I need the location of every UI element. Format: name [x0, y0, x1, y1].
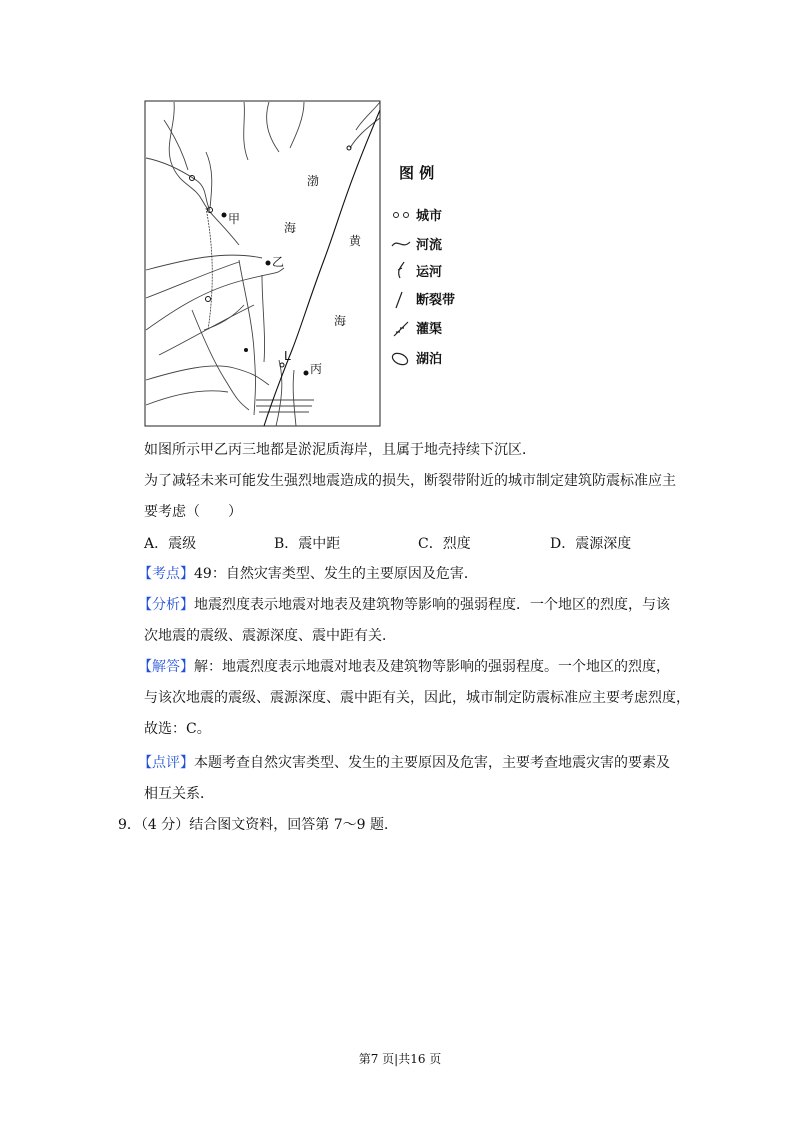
legend-label-lake: 湖泊 — [416, 352, 443, 367]
page-footer: 第7 页|共16 页 — [358, 1052, 442, 1066]
option-a[interactable]: A．震级 — [144, 536, 197, 552]
legend-river-icon — [392, 242, 410, 246]
dianping-section — [138, 753, 670, 773]
city-dot — [206, 297, 211, 302]
jieda-line-2: 与该次地震的震级、震源深度、震中距有关，因此，城市制定防震标准应主要考虑烈度， — [144, 690, 690, 706]
city-yi-dot — [266, 261, 271, 266]
fenxi-tag: 【分析】 — [138, 597, 194, 613]
label-L: L — [284, 349, 291, 363]
dianping-line-2: 相互关系． — [144, 786, 214, 802]
option-d[interactable]: D．震源深度 — [550, 536, 632, 552]
question-line-3: 要考虑（ ） — [144, 504, 242, 520]
fenxi-line-2: 次地震的震级、震源深度、震中距有关． — [144, 628, 396, 644]
city-bing-dot — [304, 371, 309, 376]
fenxi-line-1: 地震烈度表示地震对地表及建筑物等影响的强弱程度．一个地区的烈度，与该 — [194, 597, 670, 613]
dianping-tag: 【点评】 — [138, 755, 194, 771]
label-sea-huang: 黄 — [349, 234, 362, 248]
dianping-line-1: 本题考查自然灾害类型、发生的主要原因及危害，主要考查地震灾害的要素及 — [194, 755, 670, 771]
label-jia: 甲 — [228, 212, 241, 226]
question-line-1: 如图所示甲乙丙三地都是淤泥质海岸，且属于地壳持续下沉区． — [144, 442, 536, 458]
legend-lake-icon — [391, 351, 410, 367]
map-figure — [144, 100, 464, 430]
legend-city-icon — [394, 213, 409, 218]
legend-label-river: 河流 — [416, 238, 443, 253]
rivers — [146, 102, 380, 426]
legend-label-irrigation-channel: 灌渠 — [416, 322, 443, 337]
city-jia-dot — [222, 213, 227, 218]
legend-label-city: 城市 — [416, 209, 443, 224]
map-cities — [190, 146, 352, 376]
city-dot — [244, 348, 248, 352]
next-question: 9．（4 分）结合图文资料，回答第 7～9 题． — [118, 817, 398, 833]
jieda-line-1: 解：地震烈度表示地震对地表及建筑物等影响的强弱程度。一个地区的烈度， — [194, 659, 670, 675]
label-bing: 丙 — [310, 362, 323, 376]
legend-fault-zone-icon — [396, 292, 402, 308]
kaodian-section — [138, 564, 478, 584]
jieda-section — [138, 657, 670, 677]
label-sea-bo: 渤 — [307, 174, 320, 188]
label-sea-hai-2: 海 — [334, 314, 347, 328]
jieda-line-3: 故选：C。 — [144, 721, 211, 737]
map-svg — [144, 100, 464, 430]
fenxi-section — [138, 595, 670, 615]
option-b[interactable]: B．震中距 — [274, 536, 341, 552]
kaodian-text: 49：自然灾害类型、发生的主要原因及危害． — [194, 566, 478, 582]
label-sea-hai: 海 — [284, 221, 297, 235]
question-line-2: 为了减轻未来可能发生强烈地震造成的损失，断裂带附近的城市制定建筑防震标准应主 — [144, 473, 676, 489]
canal-line — [206, 208, 212, 330]
label-yi: 乙 — [272, 255, 285, 269]
legend-title: 图 例 — [399, 164, 435, 182]
answer-options — [144, 533, 664, 553]
legend-canal-icon — [398, 262, 404, 278]
option-c[interactable]: C．烈度 — [418, 536, 471, 552]
kaodian-tag: 【考点】 — [138, 566, 194, 582]
legend-label-fault-zone: 断裂带 — [416, 293, 456, 308]
jieda-tag: 【解答】 — [138, 659, 194, 675]
city-dot — [280, 363, 284, 367]
legend-irrigation-channel-icon — [394, 322, 408, 336]
legend-label-canal: 运河 — [416, 265, 443, 280]
